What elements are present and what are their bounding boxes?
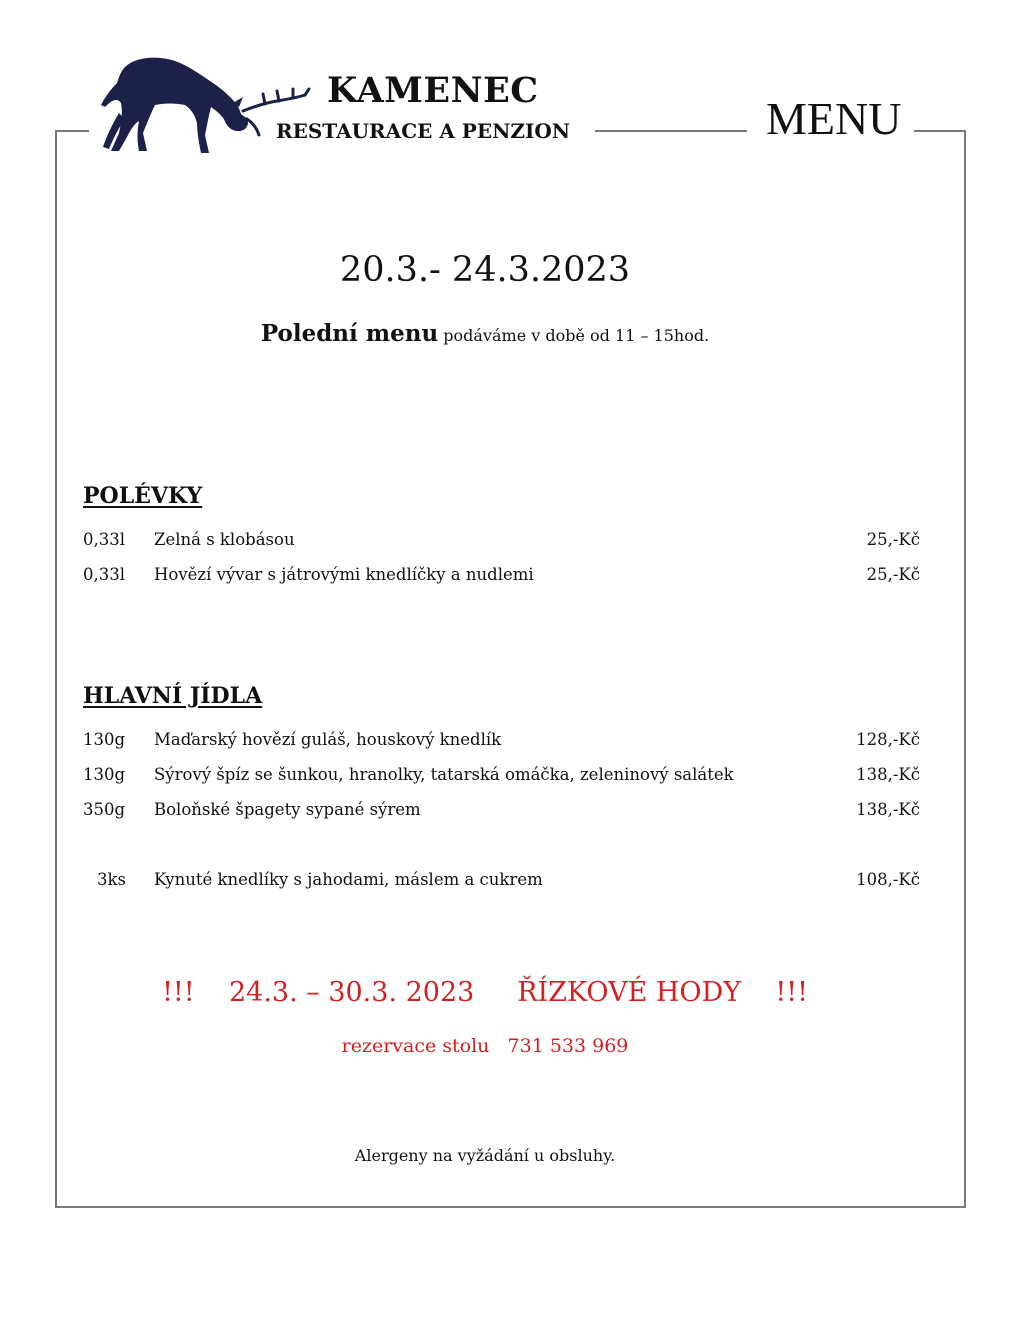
item-name: Maďarský hovězí guláš, houskový knedlík	[154, 730, 502, 749]
soups-heading: POLÉVKY	[83, 483, 203, 509]
item-price: 138,-Kč	[856, 765, 920, 784]
item-name: Zelná s klobásou	[154, 530, 295, 549]
item-quantity: 350g	[83, 800, 126, 819]
item-name: Sýrový špíz se šunkou, hranolky, tatarská omáčka, zeleninový salátek	[154, 765, 734, 784]
item-name: Hovězí vývar s játrovými knedlíčky a nudlemi	[154, 565, 534, 584]
menu-item	[83, 730, 920, 754]
date-range: 20.3.- 24.3.2023	[339, 250, 631, 290]
mains-heading: HLAVNÍ JÍDLA	[83, 683, 263, 709]
allergen-note: Alergeny na vyžádání u obsluhy.	[354, 1146, 616, 1165]
item-price: 25,-Kč	[866, 565, 920, 584]
menu-item	[83, 870, 920, 894]
item-price: 128,-Kč	[856, 730, 920, 749]
menu-item	[83, 530, 920, 554]
item-price: 108,-Kč	[856, 870, 920, 889]
reservation-phone: rezervace stolu 731 533 969	[341, 1035, 629, 1057]
menu-heading: MENU	[766, 93, 902, 144]
lunch-note: podáváme v době od 11 – 15hod.	[443, 326, 710, 345]
item-quantity: 130g	[83, 765, 126, 784]
lunch-title: Polední menu	[260, 320, 439, 347]
promo-banner: !!! 24.3. – 30.3. 2023 ŘÍZKOVÉ HODY !!!	[162, 977, 808, 1008]
lunch-info	[0, 320, 970, 347]
menu-item	[83, 565, 920, 589]
item-price: 25,-Kč	[866, 530, 920, 549]
frame-top-line	[55, 130, 89, 132]
frame-top-line	[914, 130, 964, 132]
item-price: 138,-Kč	[856, 800, 920, 819]
menu-item	[83, 765, 920, 789]
restaurant-name: KAMENEC	[327, 70, 539, 111]
item-quantity: 130g	[83, 730, 126, 749]
item-quantity: 3ks	[97, 870, 126, 889]
item-name: Boloňské špagety sypané sýrem	[154, 800, 421, 819]
item-quantity: 0,33l	[83, 565, 126, 584]
menu-item	[83, 800, 920, 824]
item-name: Kynuté knedlíky s jahodami, máslem a cukrem	[154, 870, 543, 889]
restaurant-subtitle: RESTAURACE A PENZION	[276, 119, 571, 143]
item-quantity: 0,33l	[83, 530, 126, 549]
frame-top-line	[595, 130, 747, 132]
